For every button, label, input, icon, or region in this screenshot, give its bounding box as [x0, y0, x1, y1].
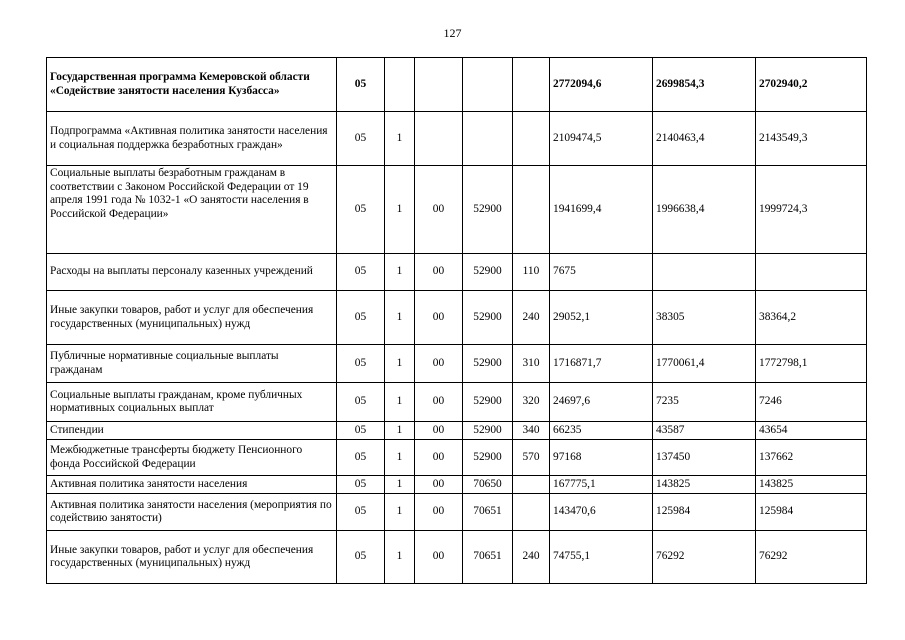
item-code: 52900	[463, 422, 513, 440]
amount-year-1: 24697,6	[550, 383, 653, 422]
subsection-code: 1	[385, 345, 415, 383]
program-code: 00	[415, 291, 463, 345]
expense-type-code	[513, 476, 550, 494]
program-code: 00	[415, 254, 463, 291]
program-code: 00	[415, 476, 463, 494]
item-code: 70650	[463, 476, 513, 494]
section-code: 05	[337, 494, 385, 531]
subsection-code: 1	[385, 112, 415, 166]
item-code: 70651	[463, 494, 513, 531]
section-code: 05	[337, 531, 385, 584]
subsection-code	[385, 58, 415, 112]
amount-year-2: 1996638,4	[653, 166, 756, 254]
item-code: 52900	[463, 254, 513, 291]
amount-year-2	[653, 254, 756, 291]
table-row	[47, 440, 867, 476]
amount-year-2: 76292	[653, 531, 756, 584]
amount-year-2: 2140463,4	[653, 112, 756, 166]
amount-year-3: 143825	[756, 476, 867, 494]
expense-type-code: 310	[513, 345, 550, 383]
subsection-code: 1	[385, 531, 415, 584]
amount-year-2: 137450	[653, 440, 756, 476]
amount-year-1: 97168	[550, 440, 653, 476]
table-row	[47, 476, 867, 494]
row-name: Расходы на выплаты персоналу казенных учреждений	[47, 254, 337, 291]
amount-year-2: 125984	[653, 494, 756, 531]
row-name: Социальные выплаты безработным гражданам в соответствии с Законом Российской Федерации от 19 апреля 1991 года № 1032-1 «О занятости населения в Российской Федерации»	[47, 166, 337, 254]
expense-type-code: 570	[513, 440, 550, 476]
table-row	[47, 254, 867, 291]
table-row	[47, 112, 867, 166]
program-code: 00	[415, 531, 463, 584]
row-name: Активная политика занятости населения	[47, 476, 337, 494]
program-code: 00	[415, 383, 463, 422]
program-code: 00	[415, 345, 463, 383]
section-code: 05	[337, 440, 385, 476]
program-code	[415, 58, 463, 112]
amount-year-1: 2772094,6	[550, 58, 653, 112]
table-row	[47, 166, 867, 254]
item-code: 52900	[463, 345, 513, 383]
amount-year-3: 2143549,3	[756, 112, 867, 166]
subsection-code: 1	[385, 422, 415, 440]
program-code: 00	[415, 440, 463, 476]
row-name: Подпрограмма «Активная политика занятости населения и социальная поддержка безработных граждан»	[47, 112, 337, 166]
item-code: 52900	[463, 383, 513, 422]
table-row	[47, 531, 867, 584]
subsection-code: 1	[385, 254, 415, 291]
program-code: 00	[415, 422, 463, 440]
amount-year-3: 76292	[756, 531, 867, 584]
expense-type-code: 320	[513, 383, 550, 422]
amount-year-1: 143470,6	[550, 494, 653, 531]
amount-year-2: 143825	[653, 476, 756, 494]
row-name: Стипендии	[47, 422, 337, 440]
row-name: Публичные нормативные социальные выплаты гражданам	[47, 345, 337, 383]
amount-year-3	[756, 254, 867, 291]
amount-year-2: 7235	[653, 383, 756, 422]
subsection-code: 1	[385, 383, 415, 422]
item-code: 52900	[463, 166, 513, 254]
amount-year-3: 125984	[756, 494, 867, 531]
row-name: Иные закупки товаров, работ и услуг для обеспечения государственных (муниципальных) нужд	[47, 291, 337, 345]
table-row	[47, 291, 867, 345]
subsection-code: 1	[385, 494, 415, 531]
amount-year-3: 1999724,3	[756, 166, 867, 254]
table-row	[47, 422, 867, 440]
amount-year-1: 74755,1	[550, 531, 653, 584]
table-row	[47, 58, 867, 112]
table-row	[47, 383, 867, 422]
section-code: 05	[337, 112, 385, 166]
subsection-code: 1	[385, 166, 415, 254]
amount-year-2: 2699854,3	[653, 58, 756, 112]
amount-year-3: 7246	[756, 383, 867, 422]
amount-year-3: 2702940,2	[756, 58, 867, 112]
amount-year-3: 38364,2	[756, 291, 867, 345]
amount-year-3: 43654	[756, 422, 867, 440]
expense-type-code	[513, 494, 550, 531]
subsection-code: 1	[385, 440, 415, 476]
amount-year-1: 167775,1	[550, 476, 653, 494]
section-code: 05	[337, 58, 385, 112]
item-code	[463, 112, 513, 166]
amount-year-1: 66235	[550, 422, 653, 440]
expense-type-code	[513, 112, 550, 166]
amount-year-2: 43587	[653, 422, 756, 440]
section-code: 05	[337, 345, 385, 383]
program-code	[415, 112, 463, 166]
table-row	[47, 494, 867, 531]
section-code: 05	[337, 254, 385, 291]
expense-type-code	[513, 58, 550, 112]
program-code: 00	[415, 494, 463, 531]
amount-year-1: 7675	[550, 254, 653, 291]
item-code	[463, 58, 513, 112]
page-number: 127	[443, 26, 462, 40]
amount-year-1: 29052,1	[550, 291, 653, 345]
program-code: 00	[415, 166, 463, 254]
section-code: 05	[337, 422, 385, 440]
amount-year-2: 38305	[653, 291, 756, 345]
expense-type-code	[513, 166, 550, 254]
amount-year-3: 1772798,1	[756, 345, 867, 383]
row-name: Иные закупки товаров, работ и услуг для обеспечения государственных (муниципальных) нужд	[47, 531, 337, 584]
row-name: Активная политика занятости населения (мероприятия по содействию занятости)	[47, 494, 337, 531]
subsection-code: 1	[385, 291, 415, 345]
item-code: 52900	[463, 440, 513, 476]
amount-year-2: 1770061,4	[653, 345, 756, 383]
section-code: 05	[337, 291, 385, 345]
budget-table-body	[47, 58, 867, 584]
item-code: 52900	[463, 291, 513, 345]
section-code: 05	[337, 166, 385, 254]
expense-type-code: 110	[513, 254, 550, 291]
expense-type-code: 340	[513, 422, 550, 440]
item-code: 70651	[463, 531, 513, 584]
row-name: Межбюджетные трансферты бюджету Пенсионного фонда Российской Федерации	[47, 440, 337, 476]
amount-year-3: 137662	[756, 440, 867, 476]
row-name: Социальные выплаты гражданам, кроме публичных нормативных социальных выплат	[47, 383, 337, 422]
expense-type-code: 240	[513, 531, 550, 584]
row-name: Государственная программа Кемеровской области «Содействие занятости населения Кузбасса»	[47, 58, 337, 112]
subsection-code: 1	[385, 476, 415, 494]
expense-type-code: 240	[513, 291, 550, 345]
amount-year-1: 2109474,5	[550, 112, 653, 166]
amount-year-1: 1941699,4	[550, 166, 653, 254]
amount-year-1: 1716871,7	[550, 345, 653, 383]
budget-table	[46, 57, 867, 584]
section-code: 05	[337, 383, 385, 422]
table-row	[47, 345, 867, 383]
section-code: 05	[337, 476, 385, 494]
